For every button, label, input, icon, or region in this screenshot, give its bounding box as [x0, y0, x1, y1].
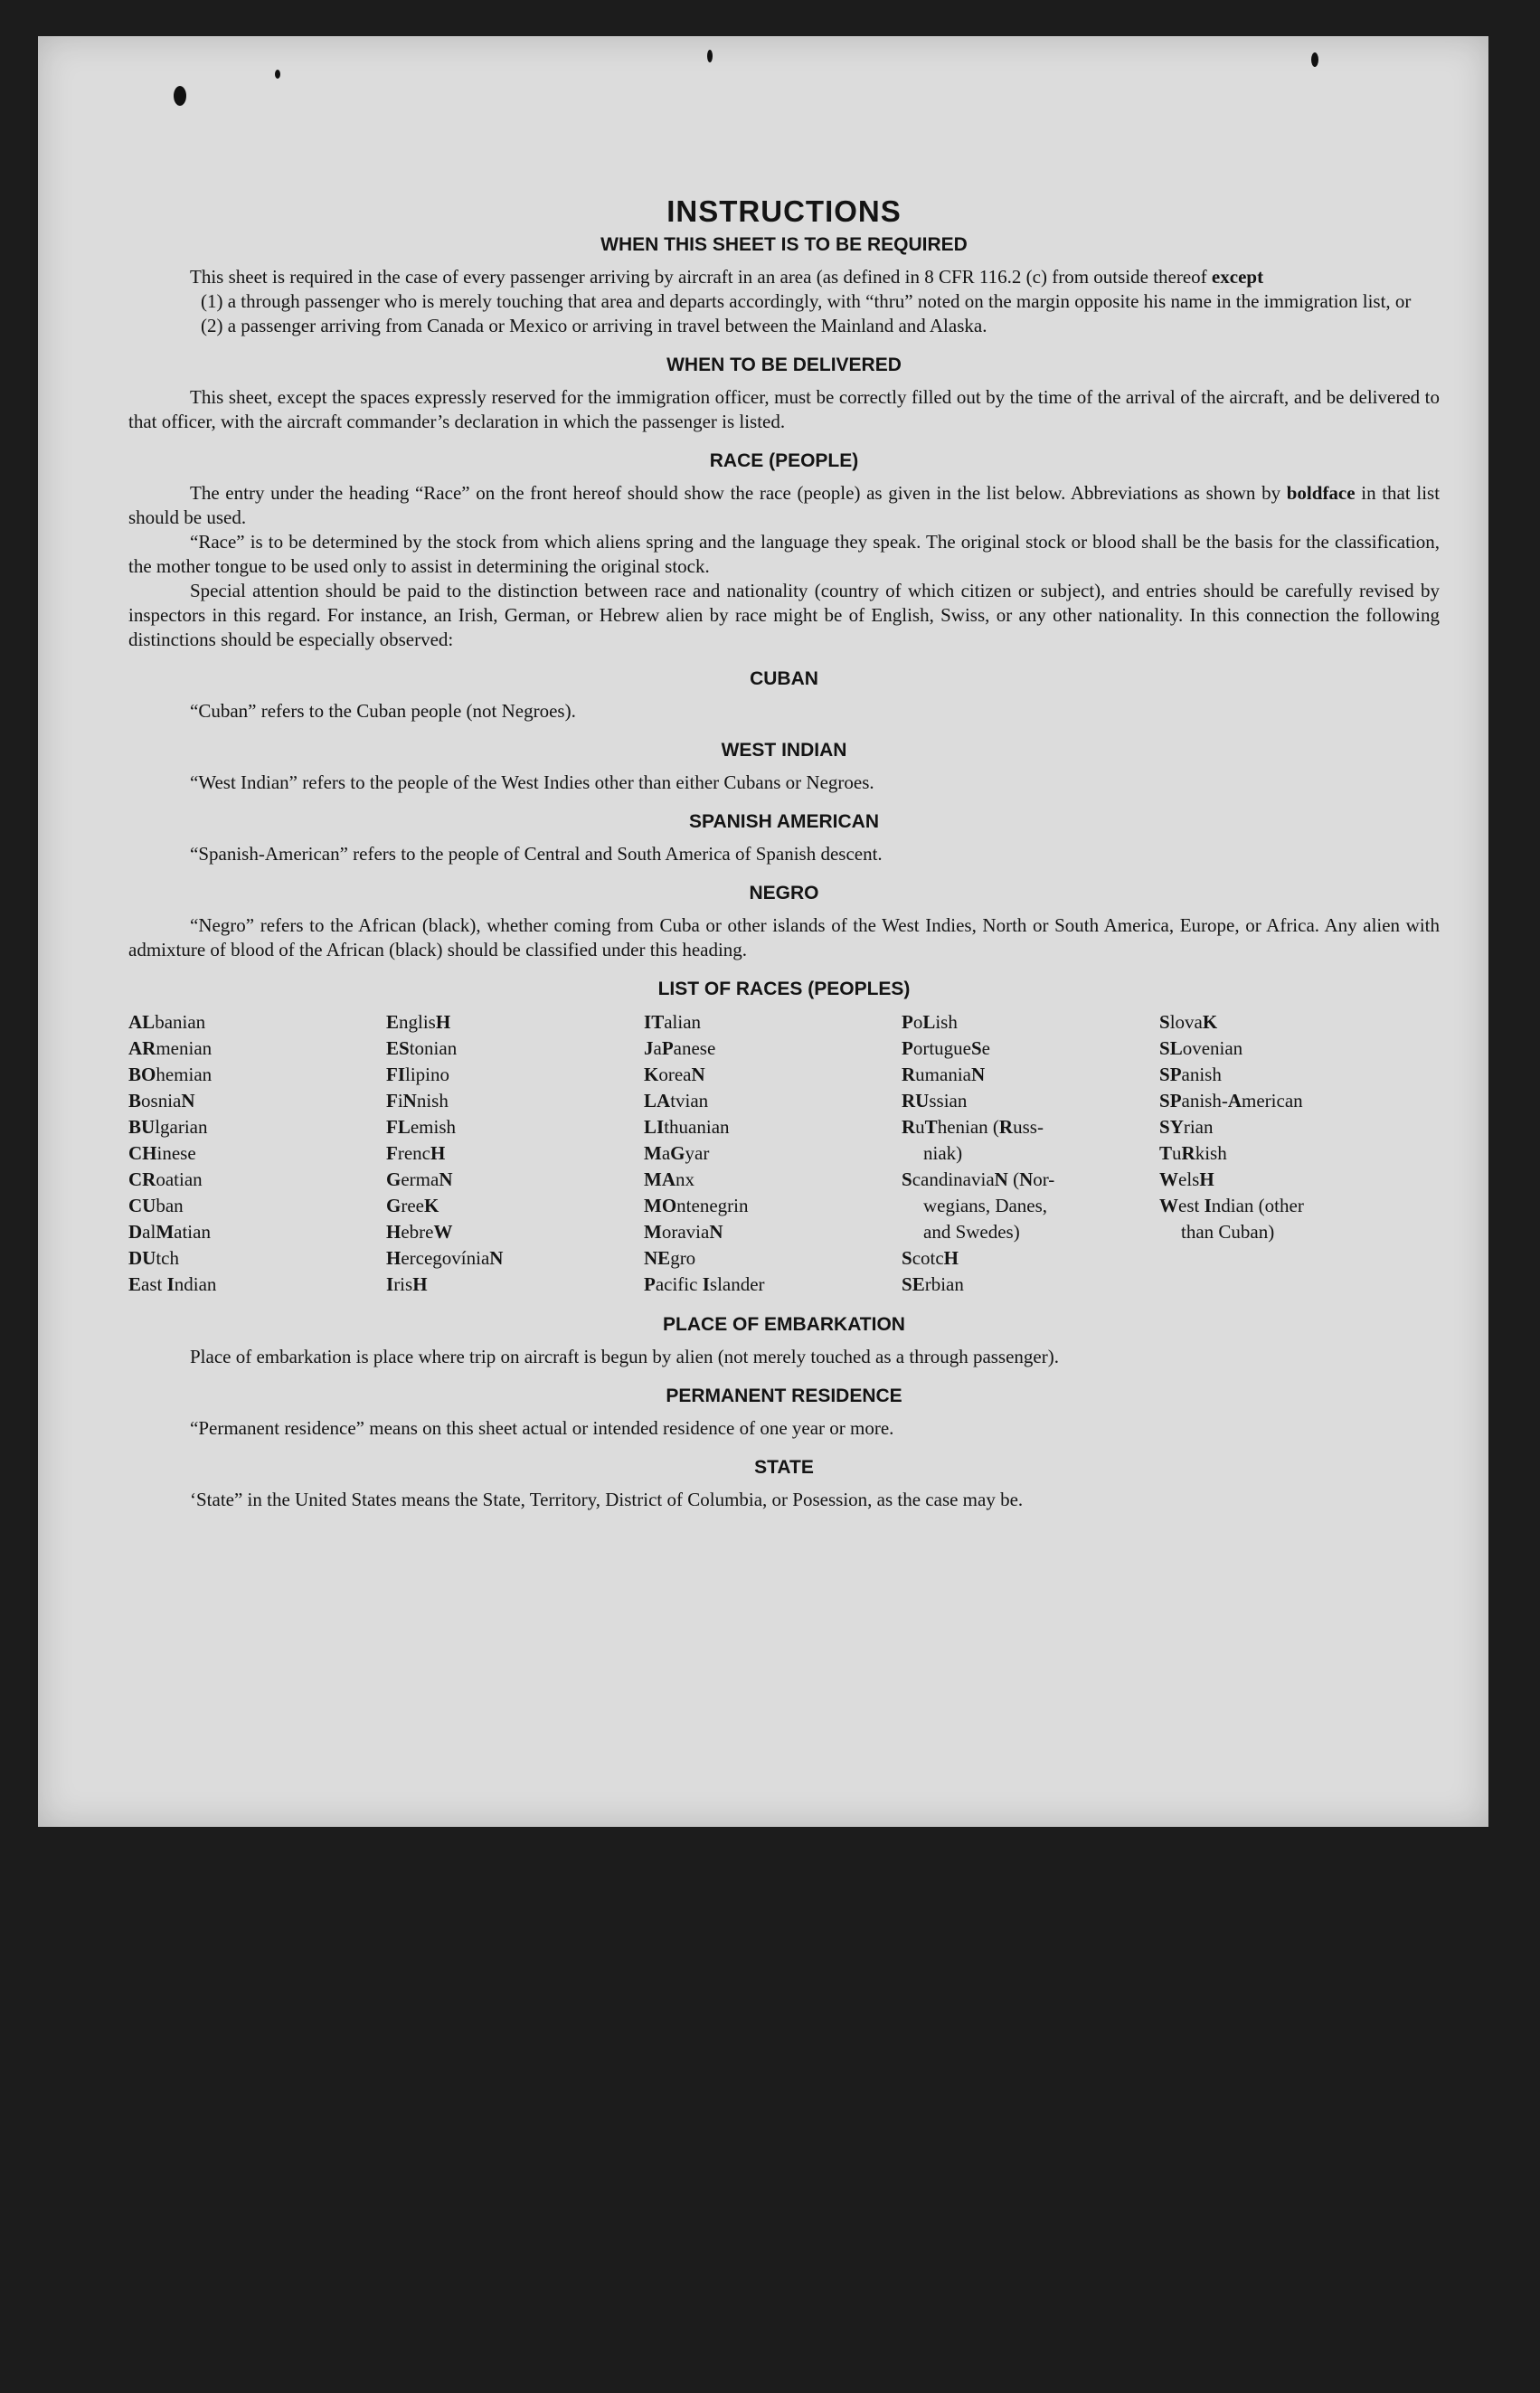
- west-indian-text: “West Indian” refers to the people of the West Indies other than either Cubans or Negroes.: [190, 771, 874, 793]
- race-entry: FrencH: [386, 1142, 446, 1164]
- race-entry: IrisH: [386, 1273, 428, 1295]
- section-heading-west-indian: WEST INDIAN: [721, 740, 847, 761]
- race-entry: West Indian (other: [1159, 1195, 1304, 1216]
- race-entry: ITalian: [644, 1011, 702, 1033]
- ink-speck: [174, 86, 186, 106]
- race-entry: FIlipino: [386, 1064, 450, 1085]
- race-entry: SYrian: [1159, 1116, 1214, 1138]
- race-entry: EnglisH: [386, 1011, 451, 1033]
- instructions-content: [128, 194, 1440, 1512]
- race-entry: CHinese: [128, 1142, 196, 1164]
- page-title: INSTRUCTIONS: [666, 194, 902, 228]
- race-paragraph-1: The entry under the heading “Race” on the front hereof should show the race (people) as given in the list below. Abbreviations as shown by boldface in that list should be used.: [128, 482, 1441, 528]
- section-heading-race: RACE (PEOPLE): [709, 450, 859, 471]
- race-entry: EStonian: [386, 1037, 458, 1059]
- race-entry: LAtvian: [644, 1090, 709, 1111]
- race-entry: FLemish: [386, 1116, 457, 1138]
- race-entry: SLovenian: [1159, 1037, 1243, 1059]
- permanent-residence-text: “Permanent residence” means on this sheet actual or intended residence of one year or more.: [190, 1417, 894, 1439]
- section-heading-spanish-american: SPANISH AMERICAN: [688, 811, 879, 832]
- section-heading-cuban: CUBAN: [750, 668, 818, 689]
- race-entry: Pacific Islander: [644, 1273, 765, 1295]
- negro-text: “Negro” refers to the African (black), whether coming from Cuba or other islands of the West Indies, North or South America, Europe, or Africa. Any alien with admixture of blood of the African (black) should be classified under this heading.: [128, 914, 1440, 960]
- race-entry: HebreW: [386, 1221, 453, 1243]
- race-entry: and Swedes): [923, 1221, 1020, 1243]
- races-column: [386, 1009, 644, 1298]
- race-entry: RuThenian (Russ-: [902, 1116, 1044, 1138]
- race-entry: LIthuanian: [644, 1116, 730, 1138]
- section-heading-required: WHEN THIS SHEET IS TO BE REQUIRED: [600, 234, 968, 255]
- required-intro: This sheet is required in the case of every passenger arriving by aircraft in an area (as defined in 8 CFR 116.2 (c) from outside thereof except: [190, 266, 1264, 288]
- race-entry: MOntenegrin: [644, 1195, 749, 1216]
- race-entry: WelsH: [1159, 1168, 1214, 1190]
- spanish-american-text: “Spanish-American” refers to the people of Central and South America of Spanish descent.: [190, 843, 883, 865]
- race-entry: SlovaK: [1159, 1011, 1218, 1033]
- race-entry: niak): [923, 1142, 963, 1164]
- required-item-1: (1) a through passenger who is merely touching that area and departs accordingly, with “thru” noted on the margin opposite his name in the immigration list, or: [201, 290, 1412, 312]
- race-entry: SPanish: [1159, 1064, 1222, 1085]
- race-entry: TuRkish: [1159, 1142, 1227, 1164]
- race-entry: GreeK: [386, 1195, 439, 1216]
- race-paragraph-3: Special attention should be paid to the distinction between race and nationality (country of which citizen or subject), and entries should be carefully revised by inspectors in this regard. For instance, an Irish, German, or Hebrew alien by race might be of English, Swiss, or any other nationality. In this connection the following distinctions should be especially observed:: [128, 580, 1440, 650]
- section-heading-negro: NEGRO: [749, 883, 819, 903]
- ink-speck: [275, 70, 280, 79]
- cuban-text: “Cuban” refers to the Cuban people (not Negroes).: [190, 700, 576, 722]
- race-entry: SPanish-American: [1159, 1090, 1303, 1111]
- race-entry: NEgro: [644, 1247, 696, 1269]
- race-entry: HercegovíniaN: [386, 1247, 504, 1269]
- race-entry: CRoatian: [128, 1168, 203, 1190]
- race-entry: PoLish: [902, 1011, 958, 1033]
- race-entry: ScandinaviaN (Nor-: [902, 1168, 1055, 1190]
- state-text: ‘State” in the United States means the State, Territory, District of Columbia, or Posession, as the case may be.: [190, 1489, 1024, 1510]
- race-entry: DUtch: [128, 1247, 179, 1269]
- race-entry: DalMatian: [128, 1221, 211, 1243]
- race-entry: RumaniaN: [902, 1064, 986, 1085]
- ink-speck: [1311, 52, 1318, 67]
- race-paragraph-2: “Race” is to be determined by the stock from which aliens spring and the language they speak. The original stock or blood shall be the basis for the classification, the mother tongue to be used only to assist in determining the original stock.: [128, 531, 1440, 577]
- race-entry: MaGyar: [644, 1142, 710, 1164]
- race-entry: GermaN: [386, 1168, 453, 1190]
- race-entry: BUlgarian: [128, 1116, 208, 1138]
- required-item-2: (2) a passenger arriving from Canada or Mexico or arriving in travel between the Mainland and Alaska.: [201, 315, 987, 336]
- races-column: [128, 1009, 386, 1298]
- races-column: [1159, 1009, 1431, 1298]
- section-heading-state: STATE: [754, 1457, 814, 1478]
- races-column: [902, 1009, 1159, 1298]
- race-entry: MAnx: [644, 1168, 694, 1190]
- race-entry: ARmenian: [128, 1037, 213, 1059]
- race-entry: ScotcH: [902, 1247, 959, 1269]
- document-sheet: [38, 36, 1488, 1827]
- races-column: [644, 1009, 902, 1298]
- section-heading-list-of-races: LIST OF RACES (PEOPLES): [657, 979, 911, 999]
- race-entry: MoraviaN: [644, 1221, 723, 1243]
- section-heading-delivered: WHEN TO BE DELIVERED: [666, 355, 902, 375]
- race-entry: FiNnish: [386, 1090, 449, 1111]
- section-heading-permanent-residence: PERMANENT RESIDENCE: [666, 1386, 902, 1406]
- race-entry: BOhemian: [128, 1064, 213, 1085]
- races-list: [128, 1009, 1440, 1298]
- race-entry: East Indian: [128, 1273, 217, 1295]
- race-entry: RUssian: [902, 1090, 968, 1111]
- embarkation-text: Place of embarkation is place where trip on aircraft is begun by alien (not merely touched as a through passenger).: [190, 1346, 1059, 1367]
- race-entry: KoreaN: [644, 1064, 705, 1085]
- race-entry: BosniaN: [128, 1090, 195, 1111]
- race-entry: JaPanese: [644, 1037, 716, 1059]
- section-heading-embarkation: PLACE OF EMBARKATION: [663, 1314, 905, 1335]
- race-entry: CUban: [128, 1195, 184, 1216]
- race-entry: PortugueSe: [902, 1037, 990, 1059]
- delivered-text: This sheet, except the spaces expressly reserved for the immigration officer, must be correctly filled out by the time of the arrival of the aircraft, and be delivered to that officer, with the aircraft commander’s declaration in which the passenger is listed.: [128, 386, 1440, 432]
- race-entry: ALbanian: [128, 1011, 206, 1033]
- race-entry: wegians, Danes,: [923, 1195, 1048, 1216]
- ink-speck: [707, 50, 713, 62]
- race-entry: SErbian: [902, 1273, 964, 1295]
- race-entry: than Cuban): [1181, 1221, 1275, 1243]
